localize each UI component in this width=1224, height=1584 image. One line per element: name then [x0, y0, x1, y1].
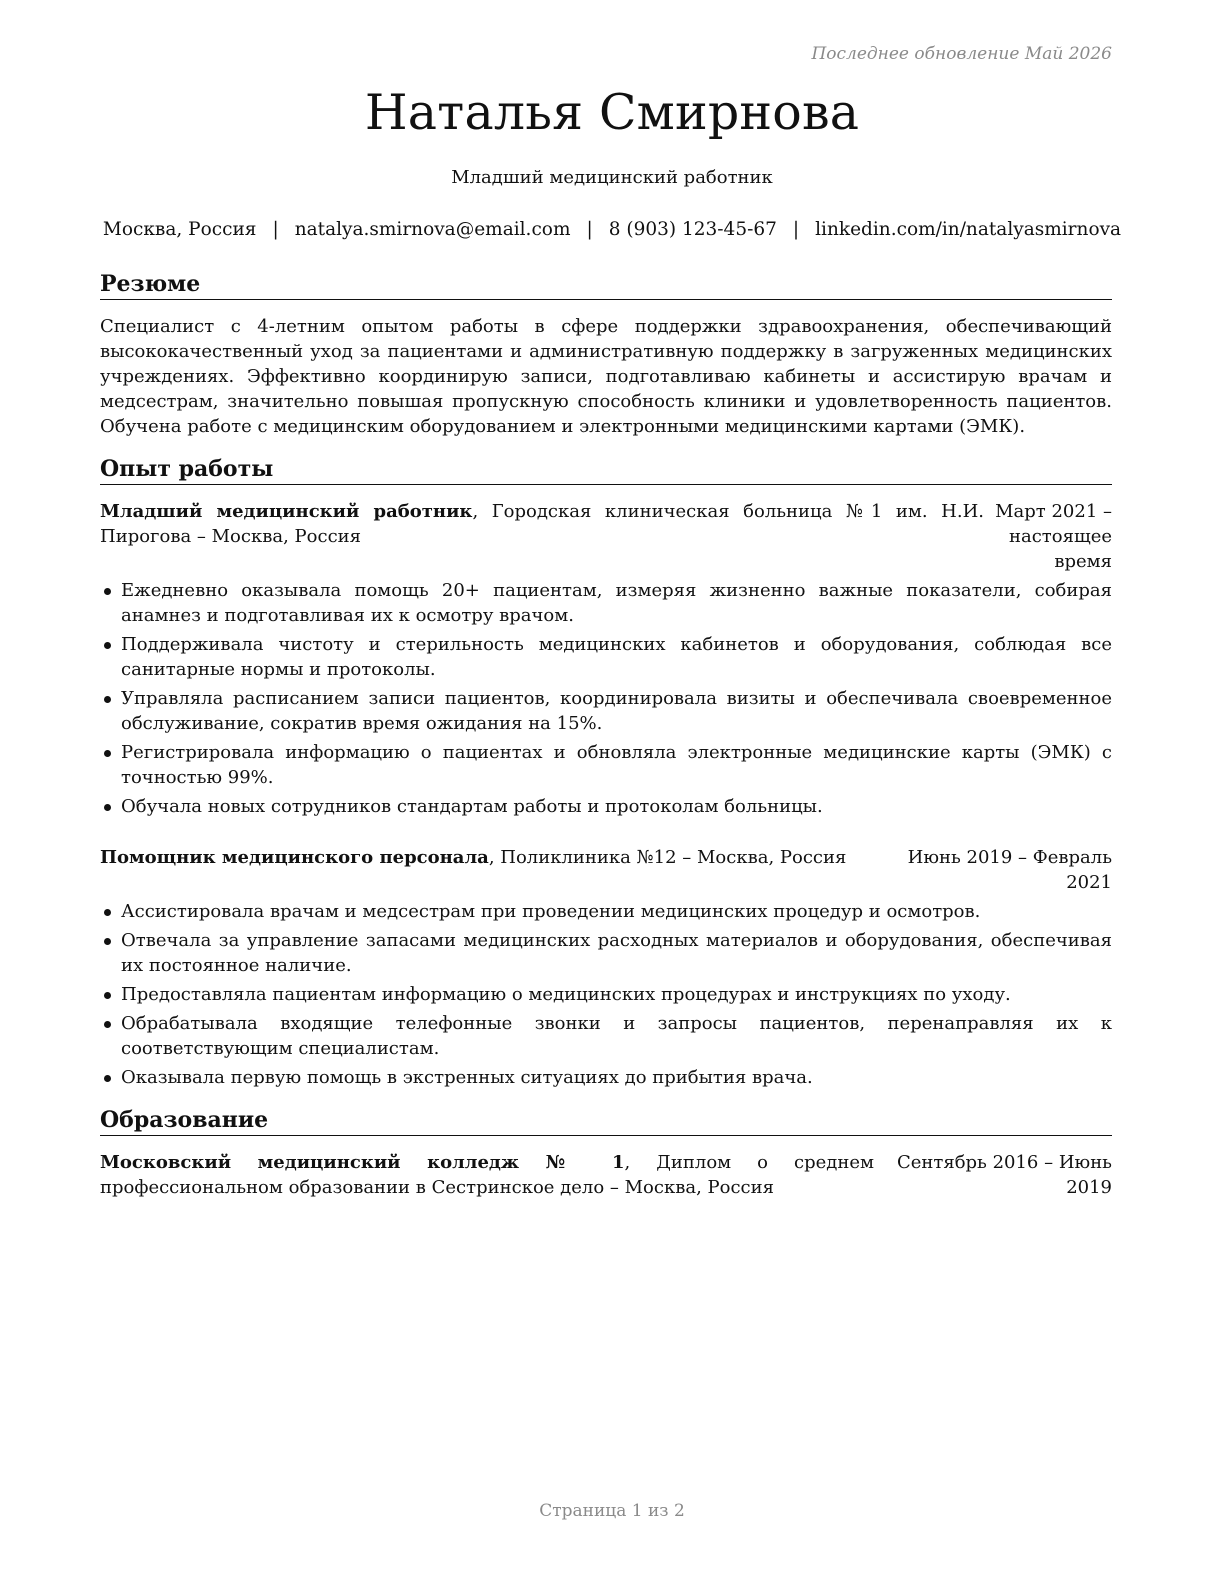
experience-section [100, 455, 1112, 1090]
job-bullets [100, 899, 1112, 1090]
job-dates: Март 2021 – настоящее время [995, 501, 1112, 572]
section-heading-education: Образование [100, 1106, 1112, 1136]
job-header [100, 499, 1112, 574]
job-entry [100, 845, 1112, 1090]
job-title-line [100, 499, 984, 549]
education-dates: Сентябрь 2016 – Июнь 2019 [896, 1152, 1112, 1198]
candidate-name: Наталья Смирнова [364, 84, 860, 141]
job-title-line [100, 845, 870, 870]
list-item: Регистрировала информацию о пациентах и обновляла электронные медицинские карты (ЭМК) с точностью 99%. [100, 740, 1112, 790]
job-role: Младший медицинский работник [100, 501, 473, 522]
contact-separator: | [586, 219, 593, 240]
list-item: Поддерживала чистоту и стерильность медицинских кабинетов и оборудования, соблюдая все санитарные нормы и протоколы. [100, 632, 1112, 682]
contact-linkedin[interactable]: linkedin.com/in/natalyasmirnova [815, 219, 1122, 240]
education-section [100, 1106, 1112, 1200]
list-item: Ассистировала врачам и медсестрам при проведении медицинских процедур и осмотров. [100, 899, 1112, 924]
list-item: Обрабатывала входящие телефонные звонки и запросы пациентов, перенаправляя их к соответствующим специалистам. [100, 1011, 1112, 1061]
last-updated: Последнее обновление Май 2026 [811, 44, 1112, 64]
section-heading-summary: Резюме [100, 270, 1112, 300]
contact-location: Москва, Россия [102, 219, 257, 240]
contact-phone[interactable]: 8 (903) 123-45-67 [608, 219, 777, 240]
list-item: Управляла расписанием записи пациентов, координировала визиты и обеспечивала своевременное обслуживание, сократив время ожидания на 15%. [100, 686, 1112, 736]
contact-email[interactable]: natalya.smirnova@email.com [294, 219, 571, 240]
education-degree: , Диплом о среднем профессиональном образовании в Сестринское дело – Москва, Россия [100, 1152, 874, 1198]
section-heading-experience: Опыт работы [100, 455, 1112, 485]
resume-body [100, 270, 1112, 1200]
list-item: Обучала новых сотрудников стандартам работы и протоколам больницы. [100, 794, 1112, 819]
page-number: Страница 1 из 2 [539, 1501, 685, 1521]
job-header [100, 845, 1112, 895]
list-item: Предоставляла пациентам информацию о медицинских процедурах и инструкциях по уходу. [100, 982, 1112, 1007]
contact-separator: | [272, 219, 279, 240]
education-title-line [100, 1150, 874, 1200]
summary-section [100, 270, 1112, 439]
job-employer: , Городская клиническая больница №1 им. Н.И. Пирогова – Москва, Россия [100, 501, 984, 547]
job-role: Помощник медицинского персонала [100, 847, 489, 868]
job-bullets [100, 578, 1112, 819]
list-item: Ежедневно оказывала помощь 20+ пациентам, измеряя жизненно важные показатели, собирая анамнез и подготавливая их к осмотру врачом. [100, 578, 1112, 628]
job-employer: , Поликлиника №12 – Москва, Россия [488, 847, 847, 868]
contact-line [0, 219, 1224, 240]
summary-text: Специалист с 4-летним опытом работы в сфере поддержки здравоохранения, обеспечивающий высококачественный уход за пациентами и административную поддержку в загруженных медицинских учреждениях. Эффективно координирую записи, подготавливаю кабинеты и ассистирую врачам и медсестрам, значительно повышая пропускную способность клиники и удовлетворенность пациентов. Обучена работе с медицинским оборудованием и электронными медицинскими картами (ЭМК). [100, 316, 1112, 437]
job-title: Младший медицинский работник [451, 167, 773, 188]
job-entry [100, 499, 1112, 819]
job-dates: Июнь 2019 – Февраль 2021 [907, 847, 1112, 893]
education-school: Московский медицинский колледж № 1 [100, 1152, 625, 1173]
contact-separator: | [792, 219, 800, 240]
list-item: Отвечала за управление запасами медицинских расходных материалов и оборудования, обеспечивая их постоянное наличие. [100, 928, 1112, 978]
list-item: Оказывала первую помощь в экстренных ситуациях до прибытия врача. [100, 1065, 1112, 1090]
education-entry [100, 1150, 1112, 1200]
